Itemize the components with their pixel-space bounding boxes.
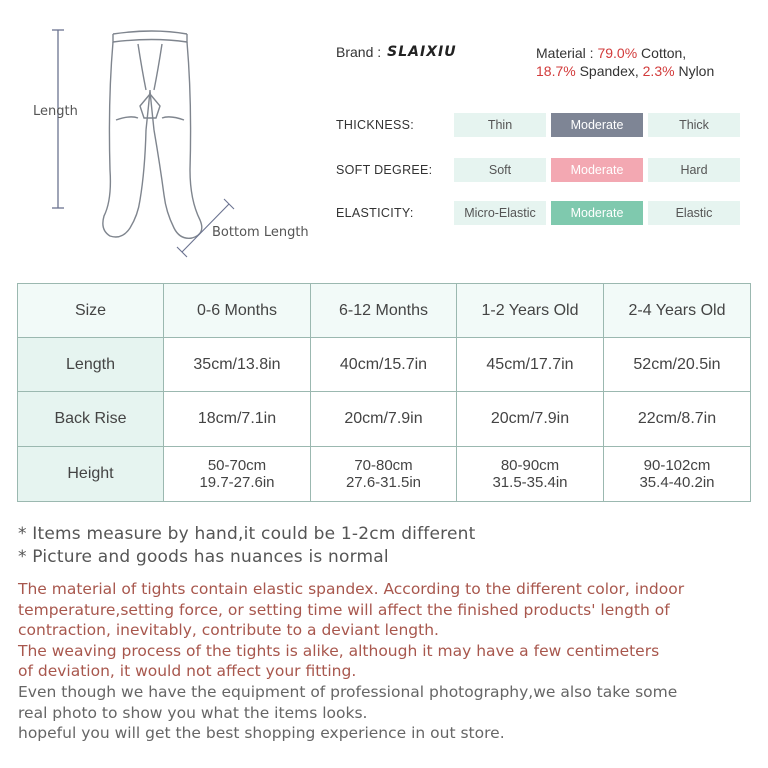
spandex-text: Spandex, bbox=[575, 63, 643, 79]
paragraph-line: temperature,setting force, or setting time will affect the finished products' length of bbox=[18, 600, 670, 619]
paragraph-photography bbox=[18, 682, 763, 744]
size-chart-table bbox=[17, 283, 751, 502]
table-cell: 20cm/7.9in bbox=[457, 392, 604, 447]
brand-logo: SLAIXIU bbox=[387, 44, 457, 60]
length-label: Length bbox=[33, 104, 78, 119]
paragraph-line: hopeful you will get the best shopping experience in out store. bbox=[18, 724, 505, 742]
paragraph-line: contraction, inevitably, contribute to a deviant length. bbox=[18, 621, 439, 639]
table-cell bbox=[604, 447, 751, 502]
elasticity-option-moderate-selected: Moderate bbox=[551, 201, 643, 225]
table-cell bbox=[311, 447, 457, 502]
thickness-option-thick: Thick bbox=[648, 113, 740, 137]
thickness-label: THICKNESS: bbox=[336, 118, 415, 132]
soft-option-soft: Soft bbox=[454, 158, 546, 182]
soft-option-hard: Hard bbox=[648, 158, 740, 182]
tights-outline-icon bbox=[20, 20, 320, 260]
paragraph-line: The weaving process of the tights is alike, although it may have a few centimeters bbox=[18, 641, 660, 660]
row-label-back-rise: Back Rise bbox=[18, 392, 164, 447]
height-in: 31.5-35.4in bbox=[492, 474, 568, 491]
height-in: 27.6-31.5in bbox=[345, 474, 422, 491]
table-row-height bbox=[18, 447, 751, 502]
nylon-text: Nylon bbox=[674, 63, 715, 79]
material-prefix: Material : bbox=[536, 45, 598, 61]
table-row-back-rise bbox=[18, 392, 751, 447]
table-cell: 40cm/15.7in bbox=[311, 338, 457, 392]
note-measure-by-hand: * Items measure by hand,it could be 1-2cm different bbox=[18, 524, 476, 544]
table-header-2-4-years: 2-4 Years Old bbox=[604, 284, 751, 338]
paragraph-material-deviation bbox=[18, 579, 763, 682]
spandex-percent: 18.7% bbox=[536, 63, 576, 79]
table-cell: 45cm/17.7in bbox=[457, 338, 604, 392]
note-picture-nuances: * Picture and goods has nuances is normal bbox=[18, 547, 389, 567]
paragraph-line: real photo to show you what the items looks. bbox=[18, 703, 368, 722]
brand bbox=[336, 44, 457, 60]
elasticity-option-elastic: Elastic bbox=[648, 201, 740, 225]
paragraph-line: The material of tights contain elastic spandex. According to the different color, indoor bbox=[18, 580, 685, 598]
table-cell: 18cm/7.1in bbox=[164, 392, 311, 447]
table-header-6-12-months: 6-12 Months bbox=[311, 284, 457, 338]
paragraph-line: Even though we have the equipment of professional photography,we also take some bbox=[18, 683, 678, 701]
soft-option-moderate-selected: Moderate bbox=[551, 158, 643, 182]
thickness-option-moderate-selected: Moderate bbox=[551, 113, 643, 137]
cotton-percent: 79.0% bbox=[597, 45, 638, 61]
table-header-size: Size bbox=[18, 284, 164, 338]
height-cm: 70-80cm bbox=[354, 457, 413, 474]
table-cell: 22cm/8.7in bbox=[604, 392, 751, 447]
height-cm: 80-90cm bbox=[500, 457, 560, 474]
nylon-percent: 2.3% bbox=[642, 63, 675, 79]
table-header-row bbox=[18, 284, 751, 338]
table-row-length bbox=[18, 338, 751, 392]
table-cell: 35cm/13.8in bbox=[164, 338, 311, 392]
table-cell bbox=[164, 447, 311, 502]
thickness-option-thin: Thin bbox=[454, 113, 546, 137]
paragraph-line: of deviation, it would not affect your fitting. bbox=[18, 662, 357, 680]
row-label-height: Height bbox=[18, 447, 164, 502]
table-cell: 52cm/20.5in bbox=[604, 338, 751, 392]
table-header-0-6-months: 0-6 Months bbox=[164, 284, 311, 338]
height-in: 35.4-40.2in bbox=[639, 474, 715, 491]
height-in: 19.7-27.6in bbox=[199, 474, 275, 491]
elasticity-label: ELASTICITY: bbox=[336, 206, 414, 220]
tights-diagram bbox=[20, 20, 320, 260]
row-label-length: Length bbox=[18, 338, 164, 392]
height-cm: 50-70cm bbox=[207, 457, 267, 474]
bottom-length-label: Bottom Length bbox=[212, 225, 309, 240]
height-cm: 90-102cm bbox=[643, 457, 711, 474]
cotton-text: Cotton, bbox=[637, 45, 687, 61]
material-info bbox=[536, 44, 761, 80]
elasticity-option-micro-elastic: Micro-Elastic bbox=[454, 201, 546, 225]
table-cell: 20cm/7.9in bbox=[311, 392, 457, 447]
soft-degree-label: SOFT DEGREE: bbox=[336, 163, 433, 177]
table-header-1-2-years: 1-2 Years Old bbox=[457, 284, 604, 338]
table-cell bbox=[457, 447, 604, 502]
brand-label: Brand : bbox=[336, 44, 382, 60]
